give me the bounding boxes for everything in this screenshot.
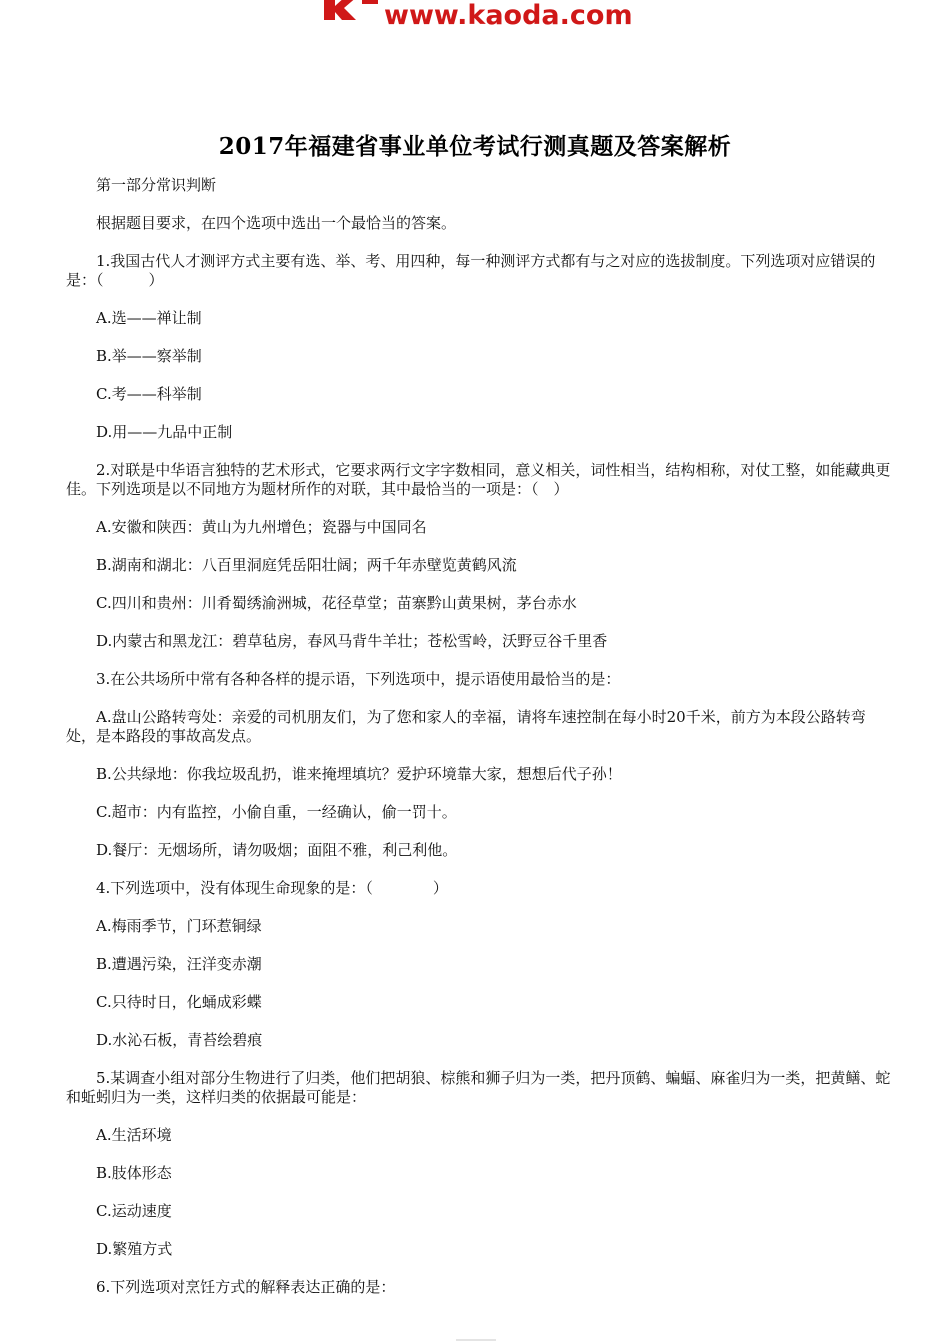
option-4c: C.只待时日，化蛹成彩蝶 [96,993,262,1011]
question-1: 1.我国古代人才测评方式主要有选、举、考、用四种，每一种测评方式都有与之对应的选拔制度。下列选项对应错误的是：（ ） [66,252,876,289]
option-4b: B.遭遇污染，汪洋变赤潮 [96,955,262,973]
question-3: 3.在公共场所中常有各种各样的提示语，下列选项中，提示语使用最恰当的是： [96,670,621,688]
question-6: 6.下列选项对烹饪方式的解释表达正确的是： [96,1278,396,1296]
option-2c: C.四川和贵州：川肴蜀绣渝洲城，花径草堂；苗寨黔山黄果树，茅台赤水 [96,594,577,612]
option-5c: C.运动速度 [96,1202,172,1220]
option-1c: C.考——科举制 [96,385,202,403]
document-body [66,176,892,1316]
question-4: 4.下列选项中，没有体现生命现象的是：（ ） [96,879,448,897]
option-4a: A.梅雨季节，门环惹铜绿 [96,917,262,935]
option-3a: A.盘山公路转弯处：亲爱的司机朋友们，为了您和家人的幸福，请将车速控制在每小时20千米，前方为本段公路转弯处，是本路段的事故高发点。 [66,708,866,745]
kaoda-logo-icon [322,0,380,20]
section-heading: 第一部分常识判断 [96,176,217,194]
option-2a: A.安徽和陕西：黄山为九州增色；瓷器与中国同名 [96,518,427,536]
option-4d: D.水沁石板，青苔绘碧痕 [96,1031,263,1049]
option-1b: B.举——察举制 [96,347,202,365]
instruction-text: 根据题目要求，在四个选项中选出一个最恰当的答案。 [96,214,457,232]
question-2: 2.对联是中华语言独特的艺术形式，它要求两行文字字数相同，意义相关，词性相当，结构相称，对仗工整，如能藏典更佳。下列选项是以不同地方为题材所作的对联，其中最恰当的一项是：（ ） [66,461,891,498]
site-url[interactable]: www.kaoda.com [384,0,633,31]
option-3d: D.餐厅：无烟场所，请勿吸烟；面阻不雅，利己利他。 [96,841,458,859]
option-1d: D.用——九品中正制 [96,423,233,441]
option-2b: B.湖南和湖北：八百里洞庭凭岳阳壮阔；两千年赤壁览黄鹤风流 [96,556,517,574]
header-logo [322,0,633,34]
option-3c: C.超市：内有监控，小偷自重，一经确认，偷一罚十。 [96,803,457,821]
question-5: 5.某调查小组对部分生物进行了归类，他们把胡狼、棕熊和狮子归为一类，把丹顶鹤、蝙蝠、麻雀归为一类，把黄鳝、蛇和蚯蚓归为一类，这样归类的依据最可能是： [66,1069,891,1106]
page-title: 2017年福建省事业单位考试行测真题及答案解析 [218,133,732,160]
footer-divider [456,1339,496,1341]
option-5a: A.生活环境 [96,1126,172,1144]
option-3b: B.公共绿地：你我垃圾乱扔，谁来掩埋填坑？爱护环境靠大家，想想后代子孙！ [96,765,622,783]
option-2d: D.内蒙古和黑龙江：碧草毡房，春风马背牛羊壮；苍松雪岭，沃野豆谷千里香 [96,632,608,650]
option-5d: D.繁殖方式 [96,1240,173,1258]
option-5b: B.肢体形态 [96,1164,172,1182]
option-1a: A.选——禅让制 [96,309,202,327]
